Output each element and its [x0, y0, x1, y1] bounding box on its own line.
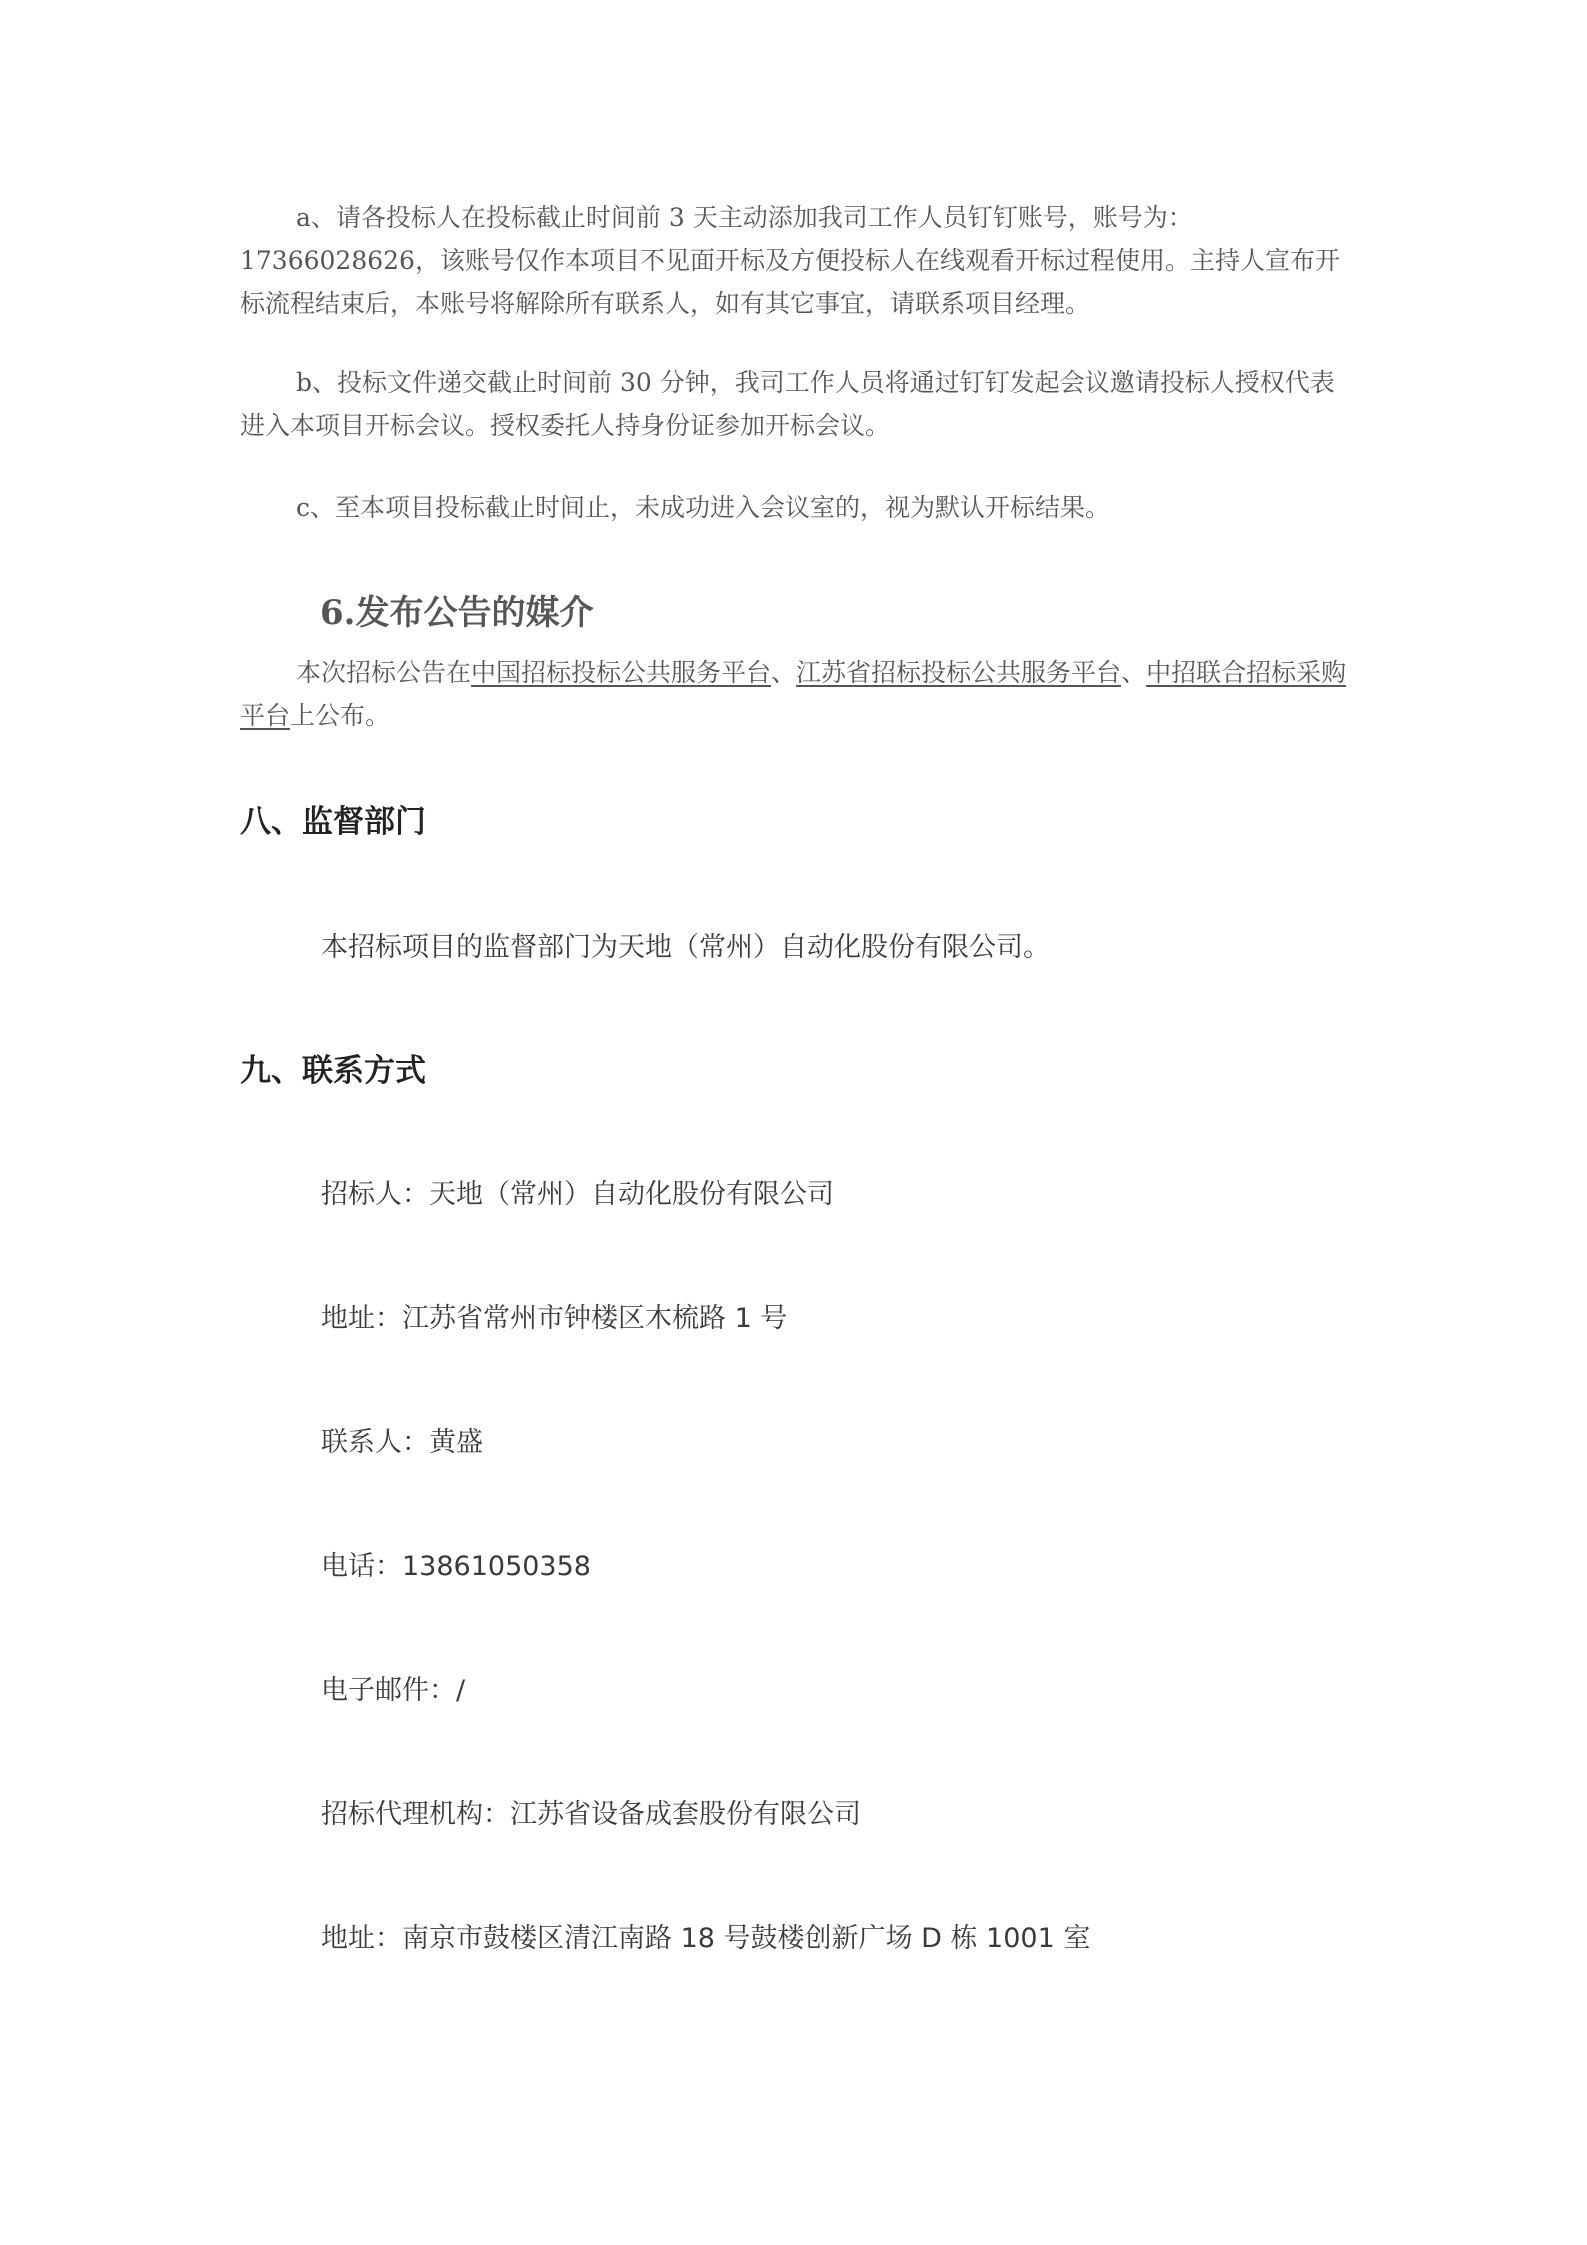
contact-agency-address: 地址：南京市鼓楼区清江南路 18 号鼓楼创新广场 D 栋 1001 室 — [321, 1923, 1091, 1954]
media-separator-1: 、 — [771, 658, 797, 687]
media-paragraph — [240, 651, 1355, 737]
link-china-bidding-platform[interactable]: 中国招标投标公共服务平台 — [471, 658, 772, 687]
note-b-paragraph: b、投标文件递交截止时间前 30 分钟，我司工作人员将通过钉钉发起会议邀请投标人授权代表进入本项目开标会议。授权委托人持身份证参加开标会议。 — [240, 368, 1335, 440]
contact-agency: 招标代理机构：江苏省设备成套股份有限公司 — [321, 1799, 861, 1830]
supervision-text: 本招标项目的监督部门为天地（常州）自动化股份有限公司。 — [321, 932, 1050, 963]
supervision-section-title: 八、监督部门 — [240, 804, 426, 840]
link-zhongzhao-platform[interactable]: 中招联合招标采购平台 — [240, 658, 1347, 730]
link-jiangsu-bidding-platform[interactable]: 江苏省招标投标公共服务平台 — [796, 658, 1122, 687]
contact-email: 电子邮件：/ — [321, 1675, 466, 1706]
contact-phone: 电话：13861050358 — [321, 1551, 591, 1582]
contact-tenderer: 招标人：天地（常州）自动化股份有限公司 — [321, 1179, 834, 1210]
media-text-before: 本次招标公告在 — [296, 658, 472, 687]
media-heading: 6.发布公告的媒介 — [320, 593, 594, 633]
note-a-paragraph: a、请各投标人在投标截止时间前 3 天主动添加我司工作人员钉钉账号，账号为：17366028626，该账号仅作本项目不见面开标及方便投标人在线观看开标过程使用。主持人宣布开标流程结束后，本账号将解除所有联系人，如有其它事宜，请联系项目经理。 — [240, 203, 1340, 318]
note-c-paragraph: c、至本项目投标截止时间止，未成功进入会议室的，视为默认开标结果。 — [296, 493, 1111, 522]
media-separator-2: 、 — [1121, 658, 1147, 687]
contact-section-title: 九、联系方式 — [240, 1053, 426, 1089]
contact-tenderer-address: 地址：江苏省常州市钟楼区木梳路 1 号 — [321, 1303, 788, 1334]
media-text-after: 上公布。 — [290, 701, 391, 730]
contact-person: 联系人：黄盛 — [321, 1427, 483, 1458]
